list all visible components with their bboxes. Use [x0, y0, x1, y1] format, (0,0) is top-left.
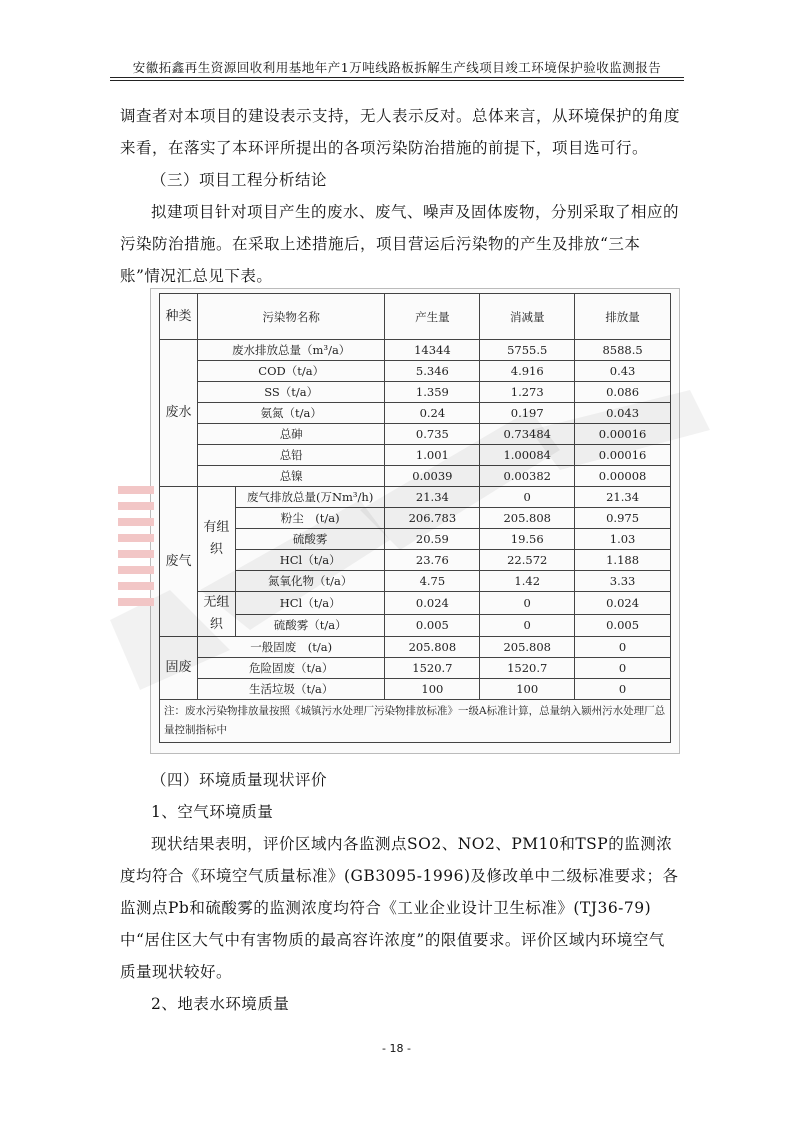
- produced-value: 0.024: [385, 592, 480, 615]
- reduced-value: 1.42: [480, 571, 575, 592]
- pollutant-name: 生活垃圾（t/a）: [197, 679, 385, 700]
- reduced-value: 22.572: [480, 550, 575, 571]
- reduced-value: 0.197: [480, 403, 575, 424]
- table-row: [160, 361, 671, 382]
- table-row: [160, 466, 671, 487]
- pollutant-name: HCl（t/a）: [235, 592, 385, 615]
- paragraph-pollution-measures: 拟建项目针对项目产生的废水、废气、噪声及固体废物，分别采取了相应的污染防治措施。在采取上述措施后，项目营运后污染物的产生及排放“三本账”情况汇总见下表。: [120, 203, 680, 285]
- produced-value: 21.34: [385, 487, 480, 508]
- pollutant-name: 硫酸雾（t/a）: [235, 614, 385, 637]
- discharged-value: 1.03: [575, 529, 671, 550]
- produced-value: 4.75: [385, 571, 480, 592]
- table-row: [160, 403, 671, 424]
- produced-value: 0.24: [385, 403, 480, 424]
- page-number: - 18 -: [382, 1042, 411, 1055]
- pollutant-name: SS（t/a）: [197, 382, 385, 403]
- pollutant-name: 粉尘 (t/a): [235, 508, 385, 529]
- header-category: 种类: [160, 294, 198, 340]
- heading-surface-water: 2、地表水环境质量: [151, 995, 290, 1013]
- produced-value: 206.783: [385, 508, 480, 529]
- reduced-value: 205.808: [480, 508, 575, 529]
- discharged-value: 0.024: [575, 592, 671, 615]
- discharged-value: 0.975: [575, 508, 671, 529]
- discharged-value: 3.33: [575, 571, 671, 592]
- red-stamp-edge: [118, 486, 154, 626]
- heading-air-quality: 1、空气环境质量: [151, 803, 274, 821]
- produced-value: 5.346: [385, 361, 480, 382]
- discharged-value: 8588.5: [575, 340, 671, 361]
- discharged-value: 0.043: [575, 403, 671, 424]
- produced-value: 0.735: [385, 424, 480, 445]
- table-row: [160, 571, 671, 592]
- produced-value: 1520.7: [385, 658, 480, 679]
- discharged-value: 0: [575, 637, 671, 658]
- subcategory-unorganized: 无组织: [197, 592, 235, 637]
- table-row: [160, 340, 671, 361]
- reduced-value: 1520.7: [480, 658, 575, 679]
- reduced-value: 19.56: [480, 529, 575, 550]
- reduced-value: 0: [480, 592, 575, 615]
- category-wastewater: 废水: [160, 340, 198, 487]
- discharged-value: 1.188: [575, 550, 671, 571]
- produced-value: 205.808: [385, 637, 480, 658]
- heading-project-analysis: （三）项目工程分析结论: [151, 171, 328, 189]
- reduced-value: 1.273: [480, 382, 575, 403]
- report-header: 安徽拓鑫再生资源回收利用基地年产1万吨线路板拆解生产线项目竣工环境保护验收监测报告: [132, 60, 662, 75]
- table-row: [160, 637, 671, 658]
- reduced-value: 0: [480, 614, 575, 637]
- pollutant-name: 废水排放总量（m³/a）: [197, 340, 385, 361]
- reduced-value: 0.00382: [480, 466, 575, 487]
- table-row: [160, 614, 671, 637]
- table-row: [160, 529, 671, 550]
- category-waste-gas: 废气: [160, 487, 198, 637]
- produced-value: 1.001: [385, 445, 480, 466]
- produced-value: 23.76: [385, 550, 480, 571]
- heading-environment-quality: （四）环境质量现状评价: [151, 771, 328, 789]
- produced-value: 0.0039: [385, 466, 480, 487]
- category-solid-waste: 固废: [160, 637, 198, 700]
- pollutant-name: 总镍: [197, 466, 385, 487]
- pollutant-table-scan: [150, 288, 680, 754]
- pollutant-name: 废气排放总量(万Nm³/h): [235, 487, 385, 508]
- pollutant-name: COD（t/a）: [197, 361, 385, 382]
- discharged-value: 21.34: [575, 487, 671, 508]
- produced-value: 14344: [385, 340, 480, 361]
- header-pollutant-name: 污染物名称: [197, 294, 385, 340]
- table-row: [160, 508, 671, 529]
- table-row: [160, 445, 671, 466]
- discharged-value: 0.00008: [575, 466, 671, 487]
- paragraph-air-quality: 现状结果表明，评价区域内各监测点SO2、NO2、PM10和TSP的监测浓度均符合《环境空气质量标准》(GB3095-1996)及修改单中二级标准要求；各监测点Pb和硫酸雾的监测浓度均符合《工业企业设计卫生标准》(TJ36-79)中“居住区大气中有害物质的最高容许浓度”的限值要求。评价区域内环境空气质量现状较好。: [120, 835, 679, 981]
- pollutant-name: 氮氧化物（t/a）: [235, 571, 385, 592]
- produced-value: 1.359: [385, 382, 480, 403]
- produced-value: 100: [385, 679, 480, 700]
- discharged-value: 0.00016: [575, 424, 671, 445]
- table-row: [160, 424, 671, 445]
- produced-value: 20.59: [385, 529, 480, 550]
- discharged-value: 0.00016: [575, 445, 671, 466]
- reduced-value: 100: [480, 679, 575, 700]
- discharged-value: 0.005: [575, 614, 671, 637]
- discharged-value: 0.086: [575, 382, 671, 403]
- produced-value: 0.005: [385, 614, 480, 637]
- header-rule-thin: [110, 80, 684, 81]
- discharged-value: 0: [575, 679, 671, 700]
- pollutant-name: 总砷: [197, 424, 385, 445]
- subcategory-organized: 有组织: [197, 487, 235, 592]
- reduced-value: 205.808: [480, 637, 575, 658]
- table-note: 注：废水污染物排放量按照《城镇污水处理厂污染物排放标准》一级A标准计算，总量纳入颍州污水处理厂总量控制指标中: [160, 700, 671, 743]
- pollutant-name: 一般固废 (t/a): [197, 637, 385, 658]
- reduced-value: 4.916: [480, 361, 575, 382]
- pollutant-name: 硫酸雾: [235, 529, 385, 550]
- reduced-value: 0: [480, 487, 575, 508]
- table-row: [160, 550, 671, 571]
- table-row: [160, 382, 671, 403]
- header-discharged: 排放量: [575, 294, 671, 340]
- header-reduced: 消减量: [480, 294, 575, 340]
- pollutant-name: 氨氮（t/a）: [197, 403, 385, 424]
- pollutant-name: 危险固废（t/a）: [197, 658, 385, 679]
- table-row: [160, 487, 671, 508]
- paragraph-survey: 调查者对本项目的建设表示支持，无人表示反对。总体来言，从环境保护的角度来看，在落实了本环评所提出的各项污染防治措施的前提下，项目选可行。: [120, 107, 681, 157]
- discharged-value: 0: [575, 658, 671, 679]
- pollutant-name: HCl（t/a）: [235, 550, 385, 571]
- header-rule: [110, 77, 684, 78]
- table-row: [160, 679, 671, 700]
- table-row: [160, 592, 671, 615]
- header-produced: 产生量: [385, 294, 480, 340]
- pollutant-table: [159, 293, 671, 743]
- discharged-value: 0.43: [575, 361, 671, 382]
- reduced-value: 0.73484: [480, 424, 575, 445]
- pollutant-name: 总铅: [197, 445, 385, 466]
- reduced-value: 1.00084: [480, 445, 575, 466]
- table-row: [160, 658, 671, 679]
- reduced-value: 5755.5: [480, 340, 575, 361]
